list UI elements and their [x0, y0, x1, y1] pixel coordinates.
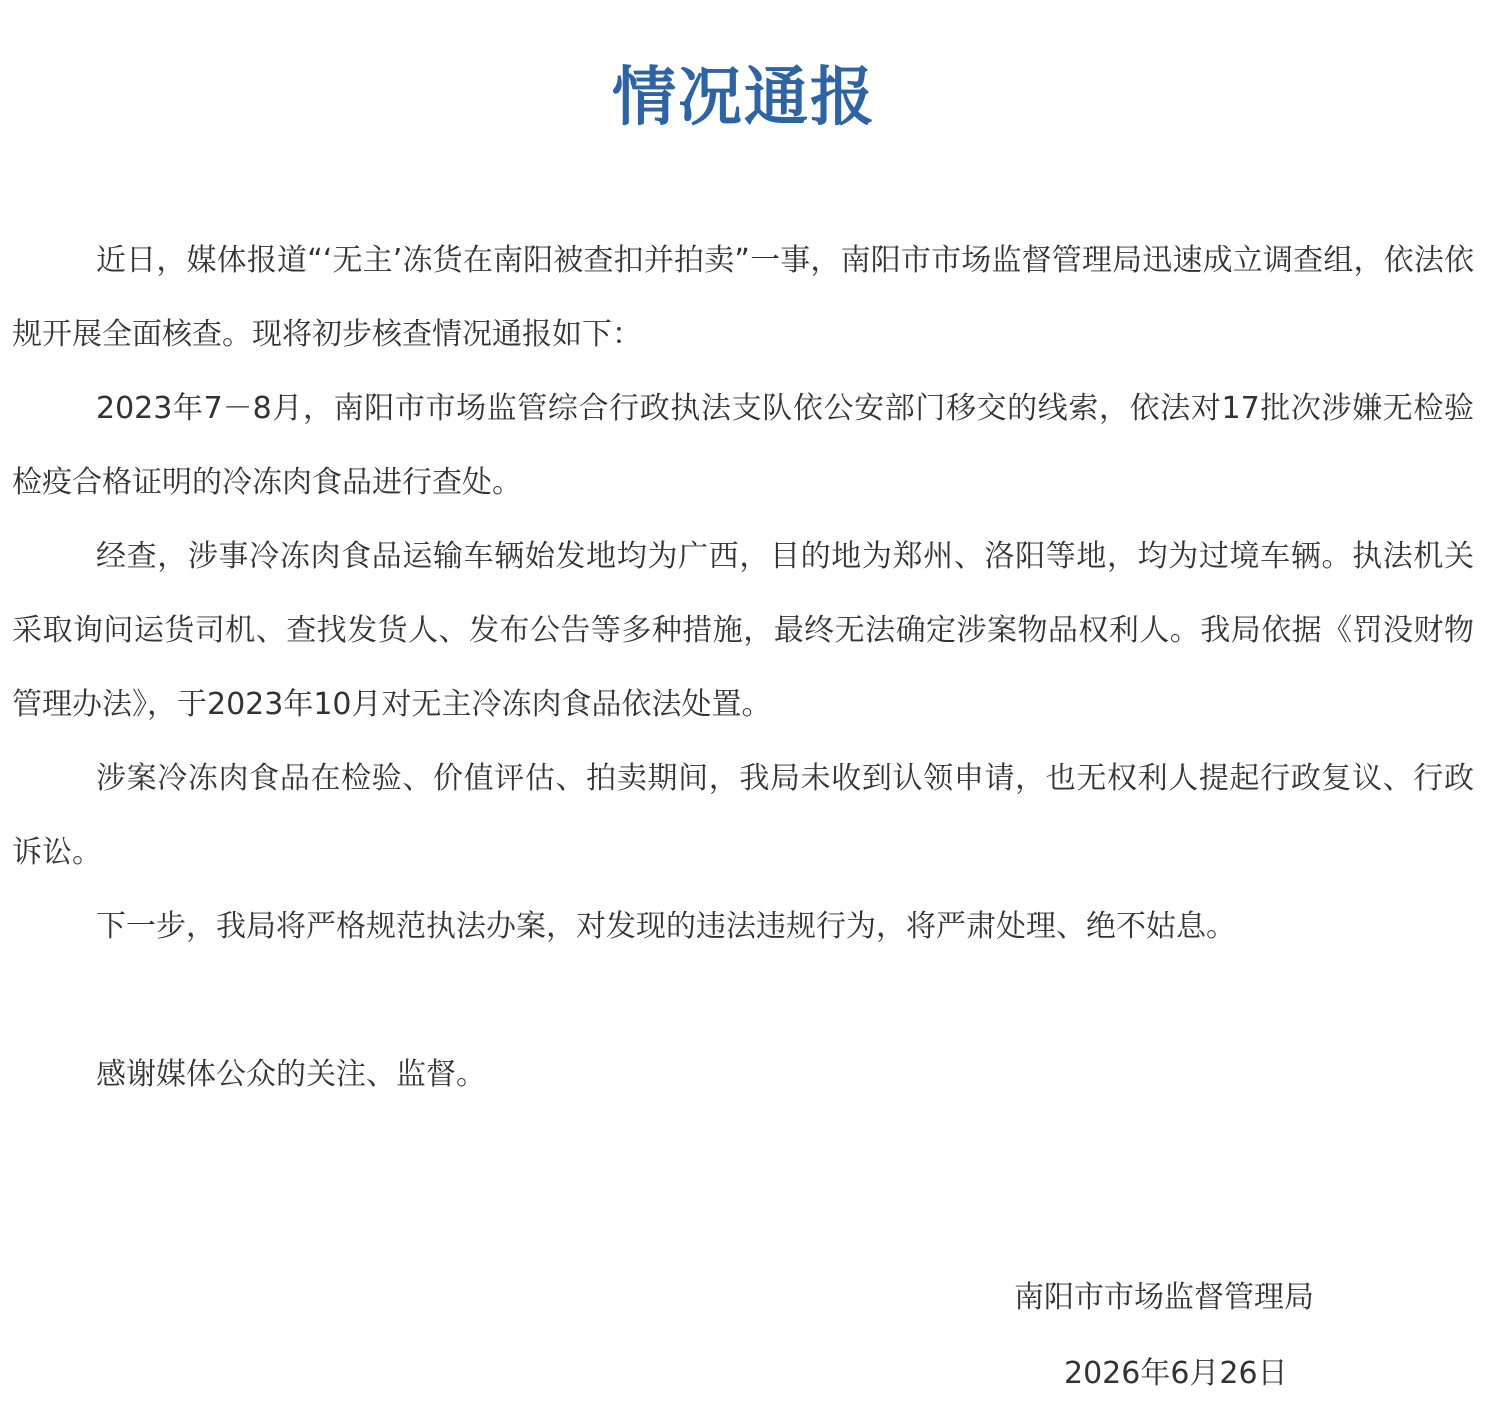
page-title: 情况通报: [612, 61, 876, 135]
notice-body: [12, 224, 1474, 1112]
paragraph-intro: 近日，媒体报道“‘无主’冻货在南阳被查扣并拍卖”一事，南阳市市场监督管理局迅速成立调查组，依法依规开展全面核查。现将初步核查情况通报如下：: [12, 243, 1474, 352]
paragraph-investigation: 2023年7－8月，南阳市市场监管综合行政执法支队依公安部门移交的线索，依法对17批次涉嫌无检验检疫合格证明的冷冻肉食品进行查处。: [12, 391, 1474, 500]
paragraph-thanks: 感谢媒体公众的关注、监督。: [96, 1057, 486, 1092]
paragraph-findings: 经查，涉事冷冻肉食品运输车辆始发地均为广西，目的地为郑州、洛阳等地，均为过境车辆。执法机关采取询问运货司机、查找发货人、发布公告等多种措施，最终无法确定涉案物品权利人。我局依据《罚没财物管理办法》，于2023年10月对无主冷冻肉食品依法处置。: [12, 539, 1474, 722]
paragraph-auction: 涉案冷冻肉食品在检验、价值评估、拍卖期间，我局未收到认领申请，也无权利人提起行政复议、行政诉讼。: [12, 761, 1474, 870]
signature-organization: 南阳市市场监督管理局: [1014, 1280, 1314, 1315]
signature-date: 2026年6月26日: [1064, 1356, 1288, 1391]
paragraph-next-step: 下一步，我局将严格规范执法办案，对发现的违法违规行为，将严肃处理、绝不姑息。: [96, 909, 1236, 944]
